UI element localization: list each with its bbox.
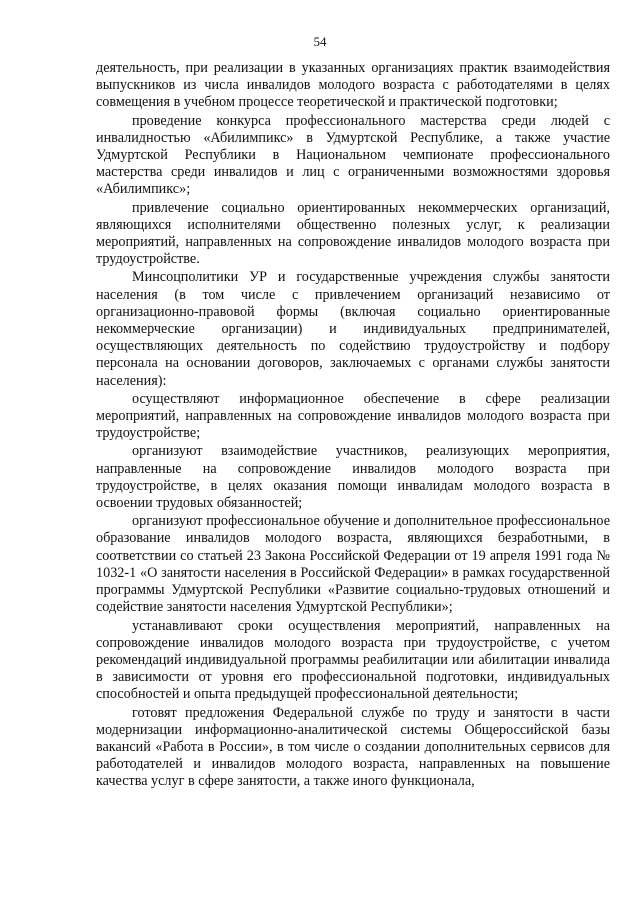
paragraph: устанавливают сроки осуществления мероприятий, направленных на сопровождение инвалидов молодого возраста при трудоустройстве, с учетом рекомендаций индивидуальной программы реабилитации или абилитации инвалида в зависимости от уровня его профессиональной подготовки, индивидуальных способностей и опыта предыдущей профессиональной деятельности; — [96, 617, 610, 703]
paragraph: организуют взаимодействие участников, реализующих мероприятия, направленные на сопровождение инвалидов молодого возраста при трудоустройстве, в целях оказания помощи инвалидам молодого возраста в освоении трудовых обязанностей; — [96, 443, 610, 512]
paragraph: деятельность, при реализации в указанных организациях практик взаимодействия выпускников из числа инвалидов молодого возраста с работодателями в целях совмещения в учебном процессе теоретической и практической подготовки; — [96, 60, 610, 111]
paragraph: Минсоцполитики УР и государственные учреждения службы занятости населения (в том числе с привлечением организаций независимо от организационно-правовой формы (включая социально ориентированные некоммерческие организации) и индивидуальных предпринимателей, осуществляющих деятельность по содействию трудоустройству и подбору персонала на основании договоров, заключаемых с органами службы занятости населения): — [96, 269, 610, 389]
document-body — [96, 60, 610, 792]
page-number: 54 — [313, 34, 327, 49]
paragraph: проведение конкурса профессионального мастерства среди людей с инвалидностью «Абилимпикс» в Удмуртской Республике, а также участие Удмуртской Республики в Национальном чемпионате профессионального мастерства среди инвалидов и лиц с ограниченными возможностями здоровья «Абилимпикс»; — [96, 112, 610, 198]
paragraph: осуществляют информационное обеспечение в сфере реализации мероприятий, направленных на сопровождение инвалидов молодого возраста при трудоустройстве; — [96, 390, 610, 442]
paragraph: привлечение социально ориентированных некоммерческих организаций, являющихся исполнителями общественно полезных услуг, к реализации мероприятий, направленных на сопровождение инвалидов молодого возраста при трудоустройстве. — [96, 199, 610, 268]
paragraph: готовят предложения Федеральной службе по труду и занятости в части модернизации информационно-аналитической системы Общероссийской базы вакансий «Работа в России», в том числе о создании дополнительных сервисов для работодателей и инвалидов молодого возраста, направленных на повышение качества услуг в сфере занятости, а также иного функционала, — [96, 704, 610, 790]
paragraph: организуют профессиональное обучение и дополнительное профессиональное образование инвалидов молодого возраста, являющихся безработными, в соответствии со статьей 23 Закона Российской Федерации от 19 апреля 1991 года № 1032-1 «О занятости населения в Российской Федерации» в рамках государственной программы Удмуртской Республики «Развитие социально-трудовых отношений и содействие занятости населения Удмуртской Республики»; — [96, 513, 610, 616]
